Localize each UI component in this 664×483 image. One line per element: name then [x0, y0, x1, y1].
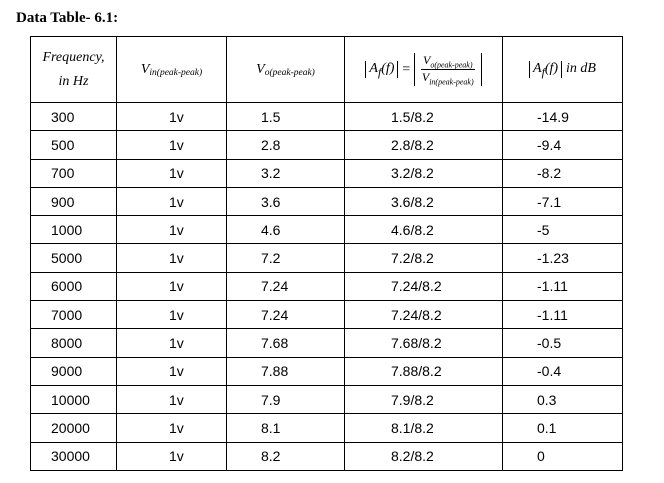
- gain-ratio-cell-value: 7.68/8.2: [391, 335, 442, 352]
- gain-ratio-cell-value: 8.2/8.2: [391, 448, 434, 465]
- vo-cell-value: 7.9: [261, 391, 281, 408]
- gain-db-cell: [503, 301, 623, 329]
- header-frequency-line1: Frequency,: [42, 49, 105, 65]
- gain-ratio-cell-value: 7.9/8.2: [391, 391, 434, 408]
- gain-db-cell: [503, 103, 623, 131]
- vin-cell: [117, 216, 227, 244]
- gain-db-cell: [503, 357, 623, 385]
- frequency-cell: [31, 187, 117, 215]
- gain-ratio-cell: [345, 301, 503, 329]
- vo-cell-value: 4.6: [261, 221, 281, 238]
- gain-db-cell-value: -5: [537, 221, 550, 238]
- gain-ratio-cell: [345, 187, 503, 215]
- gain-db-cell: [503, 272, 623, 300]
- header-frequency-line2: in Hz: [58, 73, 89, 89]
- frequency-cell: [31, 131, 117, 159]
- vin-cell-value: 1v: [169, 136, 184, 153]
- gain-ratio-cell-value: 7.2/8.2: [391, 250, 434, 267]
- vo-cell: [227, 103, 345, 131]
- vo-cell: [227, 244, 345, 272]
- vin-cell-value: 1v: [169, 193, 184, 210]
- gain-db-cell: [503, 159, 623, 187]
- vo-cell-value: 2.8: [261, 136, 281, 153]
- gain-db-cell-value: -9.4: [537, 136, 562, 153]
- gain-db-cell: [503, 329, 623, 357]
- vo-cell-value: 3.6: [261, 193, 281, 210]
- vo-cell: [227, 442, 345, 470]
- vo-cell: [227, 159, 345, 187]
- gain-ratio-cell: [345, 272, 503, 300]
- table-title: Data Table- 6.1:: [16, 10, 119, 26]
- frequency-cell-value: 8000: [51, 335, 83, 352]
- vin-cell-value: 1v: [169, 335, 184, 352]
- gain-db-cell-value: -1.11: [537, 278, 568, 295]
- vin-cell: [117, 414, 227, 442]
- vo-cell-value: 1.5: [261, 108, 281, 125]
- table-row: [31, 357, 623, 385]
- vin-cell: [117, 159, 227, 187]
- table-row: [31, 385, 623, 413]
- gain-ratio-cell: [345, 159, 503, 187]
- gain-db-cell: [503, 385, 623, 413]
- gain-db-cell-value: -7.1: [537, 193, 562, 210]
- gain-db-cell-value: -0.4: [537, 363, 562, 380]
- gain-ratio-cell-value: 7.24/8.2: [391, 306, 442, 323]
- header-vin: [117, 37, 227, 103]
- gain-db-cell-value: -14.9: [537, 108, 569, 125]
- gain-db-abs: $A_f(f)$: [529, 61, 562, 79]
- gain-db-cell: [503, 414, 623, 442]
- gain-ratio-cell: [345, 357, 503, 385]
- header-gain-db: $A_f(f)$ in dB: [503, 37, 623, 103]
- vin-cell-value: 1v: [169, 165, 184, 182]
- gain-db-cell: [503, 244, 623, 272]
- table-row: [31, 103, 623, 131]
- table-row: [31, 187, 623, 215]
- frequency-cell: [31, 159, 117, 187]
- frequency-cell: [31, 357, 117, 385]
- frequency-cell-value: 20000: [51, 419, 90, 436]
- gain-ratio-cell: [345, 442, 503, 470]
- vin-cell: [117, 301, 227, 329]
- vin-cell: [117, 244, 227, 272]
- gain-ratio-cell-value: 7.88/8.2: [391, 363, 442, 380]
- vo-cell: [227, 187, 345, 215]
- gain-db-cell: [503, 187, 623, 215]
- frequency-cell: [31, 272, 117, 300]
- vin-cell-value: 1v: [169, 278, 184, 295]
- vin-cell-value: 1v: [169, 250, 184, 267]
- gain-ratio-cell-value: 7.24/8.2: [391, 278, 442, 295]
- header-frequency: [31, 37, 117, 103]
- table-row: [31, 272, 623, 300]
- table-row: [31, 301, 623, 329]
- frequency-cell-value: 7000: [51, 306, 83, 323]
- vin-cell-value: 1v: [169, 306, 184, 323]
- frequency-cell-value: 1000: [51, 221, 83, 238]
- vo-cell: [227, 301, 345, 329]
- vo-cell-value: 7.24: [261, 278, 289, 295]
- vin-cell: [117, 272, 227, 300]
- vo-cell: [227, 385, 345, 413]
- vo-cell-value: 8.2: [261, 448, 281, 465]
- gain-ratio-cell: [345, 244, 503, 272]
- gain-db-cell: [503, 216, 623, 244]
- frequency-cell: [31, 301, 117, 329]
- frequency-cell-value: 5000: [51, 250, 83, 267]
- gain-db-cell-value: -0.5: [537, 335, 562, 352]
- vin-cell-value: 1v: [169, 391, 184, 408]
- table-row: [31, 442, 623, 470]
- gain-db-cell-value: 0.1: [537, 419, 557, 436]
- frequency-cell: [31, 385, 117, 413]
- frequency-cell: [31, 244, 117, 272]
- gain-ratio-cell-value: 2.8/8.2: [391, 136, 434, 153]
- vo-cell-value: 7.2: [261, 250, 281, 267]
- frequency-cell-value: 9000: [51, 363, 83, 380]
- vin-cell: [117, 357, 227, 385]
- vin-cell: [117, 329, 227, 357]
- vo-cell: [227, 329, 345, 357]
- vo-cell-value: 7.68: [261, 335, 289, 352]
- header-vin-symbol: V: [140, 61, 150, 77]
- frequency-cell-value: 10000: [51, 391, 90, 408]
- vin-cell: [117, 187, 227, 215]
- frequency-cell-value: 30000: [51, 448, 90, 465]
- header-vo-symbol: V: [256, 61, 265, 77]
- gain-ratio-cell-value: 3.2/8.2: [391, 165, 434, 182]
- table-row: [31, 329, 623, 357]
- gain-ratio-cell-value: 1.5/8.2: [391, 108, 434, 125]
- table-row: [31, 244, 623, 272]
- gain-db-cell-value: 0.3: [537, 391, 557, 408]
- vo-cell-value: 8.1: [261, 419, 281, 436]
- frequency-cell: [31, 414, 117, 442]
- header-vo-subscript: o(peak-peak): [264, 67, 315, 78]
- vin-cell: [117, 385, 227, 413]
- vo-cell: [227, 131, 345, 159]
- gain-ratio-cell-value: 4.6/8.2: [391, 221, 434, 238]
- vo-cell: [227, 272, 345, 300]
- vo-cell-value: 7.88: [261, 363, 289, 380]
- header-vin-subscript: in(peak-peak): [149, 67, 203, 78]
- gain-ratio-cell-value: 8.1/8.2: [391, 419, 434, 436]
- frequency-cell: [31, 103, 117, 131]
- vin-cell-value: 1v: [169, 419, 184, 436]
- gain-ratio-cell: [345, 131, 503, 159]
- gain-ratio-cell: [345, 103, 503, 131]
- table-row: [31, 216, 623, 244]
- gain-ratio-cell: [345, 385, 503, 413]
- gain-ratio-cell: [345, 329, 503, 357]
- vo-cell-value: 3.2: [261, 165, 281, 182]
- vin-cell: [117, 131, 227, 159]
- gain-db-cell-value: -8.2: [537, 165, 562, 182]
- gain-abs-rhs: $\frac{V_{o(peak-peak)}}{V_{in(peak-peak)}}$: [414, 53, 482, 87]
- data-table: [30, 36, 623, 471]
- gain-db-cell: [503, 442, 623, 470]
- vo-cell: [227, 414, 345, 442]
- table-row: [31, 159, 623, 187]
- gain-db-cell-value: -1.11: [537, 306, 568, 323]
- gain-ratio-cell-value: 3.6/8.2: [391, 193, 434, 210]
- header-gain-ratio: $A_f(f)$ = $\frac{V_{o(peak-peak)}}{V_{in(peak-peak)}}$: [345, 37, 503, 103]
- frequency-cell-value: 6000: [51, 278, 83, 295]
- gain-db-cell: [503, 131, 623, 159]
- vin-cell-value: 1v: [169, 363, 184, 380]
- gain-ratio-cell: [345, 414, 503, 442]
- table-row: [31, 414, 623, 442]
- frequency-cell: [31, 329, 117, 357]
- frequency-cell-value: 700: [51, 165, 75, 182]
- gain-abs-lhs: $A_f(f)$: [365, 61, 398, 79]
- gain-db-cell-value: 0: [537, 448, 545, 465]
- frequency-cell: [31, 216, 117, 244]
- vin-cell-value: 1v: [169, 221, 184, 238]
- vin-cell: [117, 103, 227, 131]
- header-row: [31, 37, 623, 103]
- gain-db-cell-value: -1.23: [537, 250, 569, 267]
- frequency-cell-value: 900: [51, 193, 75, 210]
- vo-cell: [227, 216, 345, 244]
- header-vo: [227, 37, 345, 103]
- vo-cell: [227, 357, 345, 385]
- frequency-cell-value: 300: [51, 108, 75, 125]
- vin-cell-value: 1v: [169, 448, 184, 465]
- frequency-cell: [31, 442, 117, 470]
- gain-ratio-cell: [345, 216, 503, 244]
- vo-cell-value: 7.24: [261, 306, 289, 323]
- vin-cell: [117, 442, 227, 470]
- table-row: [31, 131, 623, 159]
- vin-cell-value: 1v: [169, 108, 184, 125]
- frequency-cell-value: 500: [51, 136, 75, 153]
